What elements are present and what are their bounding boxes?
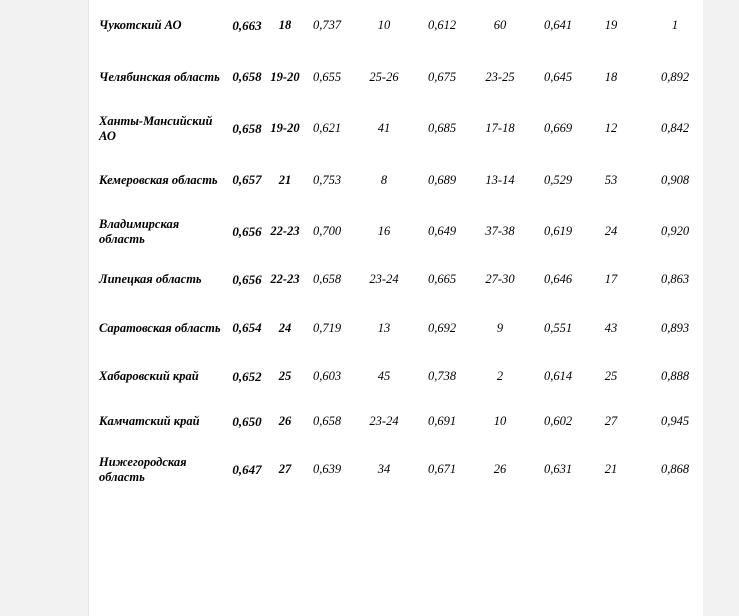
cell-sub1-rank: 23-24 [369,272,399,287]
cell-sub1-value: 0,737 [312,18,342,33]
cell-sub2-value: 0,692 [427,320,457,335]
cell-sub1-rank: 23-24 [369,413,399,428]
cell-sub4-value: 0,842 [660,121,690,136]
cell-sub1-value: 0,658 [312,272,342,287]
table-row [89,399,713,444]
cell-sub3-value: 0,641 [543,18,573,33]
page-content [89,0,703,616]
cell-sub2-value: 0,612 [427,18,457,33]
cell-sub3-value: 0,669 [543,121,573,136]
cell-sub3-value: 0,529 [543,172,573,187]
regional-index-table [89,0,713,496]
cell-sub2-value: 0,685 [427,121,457,136]
cell-sub2-value: 0,689 [427,172,457,187]
table-row [89,303,713,355]
cell-index-value: 0,657 [232,172,262,188]
cell-sub2-rank: 37-38 [485,224,515,239]
cell-sub1-value: 0,719 [312,320,342,335]
cell-sub2-value: 0,738 [427,368,457,383]
page-left-margin [0,0,89,616]
cell-index-rank: 27 [278,462,292,477]
cell-sub2-rank: 2 [496,368,504,383]
cell-sub1-rank: 16 [377,224,391,239]
cell-sub1-value: 0,655 [312,69,342,84]
cell-index-value: 0,658 [232,69,262,85]
cell-sub2-value: 0,665 [427,272,457,287]
table-row [89,155,713,207]
cell-sub4-value: 0,863 [660,272,690,287]
cell-sub1-rank: 41 [377,121,391,136]
table-row [89,103,713,155]
cell-region: Нижегородская область [99,454,187,484]
cell-index-rank: 21 [278,172,292,187]
cell-sub2-rank: 17-18 [485,121,515,136]
cell-sub4-value: 0,945 [660,413,690,428]
table-row [89,52,713,104]
cell-region: Саратовская область [99,320,221,335]
cell-sub2-rank: 23-25 [485,69,515,84]
table-row [89,258,713,303]
cell-sub2-rank: 26 [493,462,507,477]
cell-sub3-value: 0,619 [543,224,573,239]
cell-index-rank: 22-23 [270,272,300,287]
cell-sub4-value: 1 [671,18,679,33]
cell-index-value: 0,656 [232,223,262,239]
cell-index-rank: 22-23 [270,224,300,239]
table-row [89,0,713,52]
cell-sub3-value: 0,551 [543,320,573,335]
cell-sub2-rank: 13-14 [485,172,515,187]
cell-sub3-rank: 18 [604,69,618,84]
cell-sub1-value: 0,639 [312,462,342,477]
table-body [89,0,713,496]
cell-sub3-value: 0,646 [543,272,573,287]
cell-index-value: 0,663 [232,17,262,33]
cell-sub1-rank: 25-26 [369,69,399,84]
cell-sub1-value: 0,621 [312,121,342,136]
cell-sub1-value: 0,753 [312,172,342,187]
cell-index-rank: 26 [278,413,292,428]
cell-sub3-rank: 12 [604,121,618,136]
cell-sub3-rank: 27 [604,413,618,428]
cell-region: Владимирская область [99,216,180,246]
cell-sub3-value: 0,602 [543,413,573,428]
cell-sub3-rank: 24 [604,224,618,239]
cell-sub1-rank: 8 [380,172,388,187]
cell-sub4-value: 0,892 [660,69,690,84]
cell-sub3-value: 0,645 [543,69,573,84]
cell-index-rank: 19-20 [270,69,300,84]
cell-region: Кемеровская область [99,172,218,187]
cell-sub3-rank: 43 [604,320,618,335]
cell-index-rank: 25 [278,368,292,383]
cell-sub4-value: 0,920 [660,224,690,239]
cell-sub1-rank: 34 [377,462,391,477]
cell-sub1-rank: 13 [377,320,391,335]
cell-sub1-value: 0,658 [312,413,342,428]
cell-sub4-value: 0,888 [660,368,690,383]
cell-sub2-value: 0,691 [427,413,457,428]
cell-region: Камчатский край [99,413,200,428]
cell-index-value: 0,656 [232,272,262,288]
cell-sub1-value: 0,603 [312,368,342,383]
cell-sub3-rank: 17 [604,272,618,287]
cell-region: Липецкая область [99,272,202,287]
cell-index-value: 0,658 [232,120,262,136]
cell-sub3-rank: 19 [604,18,618,33]
cell-sub2-value: 0,649 [427,224,457,239]
cell-index-value: 0,652 [232,368,262,384]
table-row [89,354,713,399]
cell-region: Хабаровский край [99,368,199,383]
cell-index-value: 0,647 [232,461,262,477]
cell-sub2-value: 0,671 [427,462,457,477]
cell-sub3-rank: 21 [604,462,618,477]
cell-sub2-rank: 60 [493,18,507,33]
cell-region: Чукотский АО [99,18,182,33]
cell-index-value: 0,654 [232,320,262,336]
cell-region: Челябинская область [99,69,220,84]
cell-sub3-rank: 53 [604,172,618,187]
table-row [89,444,713,496]
cell-sub2-rank: 9 [496,320,504,335]
cell-sub2-rank: 10 [493,413,507,428]
cell-sub1-rank: 45 [377,368,391,383]
cell-index-rank: 19-20 [270,121,300,136]
cell-sub1-value: 0,700 [312,224,342,239]
cell-index-rank: 24 [278,320,292,335]
cell-sub3-value: 0,631 [543,462,573,477]
cell-sub2-value: 0,675 [427,69,457,84]
cell-sub3-rank: 25 [604,368,618,383]
cell-sub4-value: 0,893 [660,320,690,335]
cell-index-rank: 18 [278,18,292,33]
cell-region: Ханты-Мансийский АО [99,113,213,143]
cell-sub1-rank: 10 [377,18,391,33]
cell-index-value: 0,650 [232,413,262,429]
cell-sub3-value: 0,614 [543,368,573,383]
cell-sub4-value: 0,868 [660,462,690,477]
cell-sub2-rank: 27-30 [485,272,515,287]
table-row [89,206,713,258]
cell-sub4-value: 0,908 [660,172,690,187]
